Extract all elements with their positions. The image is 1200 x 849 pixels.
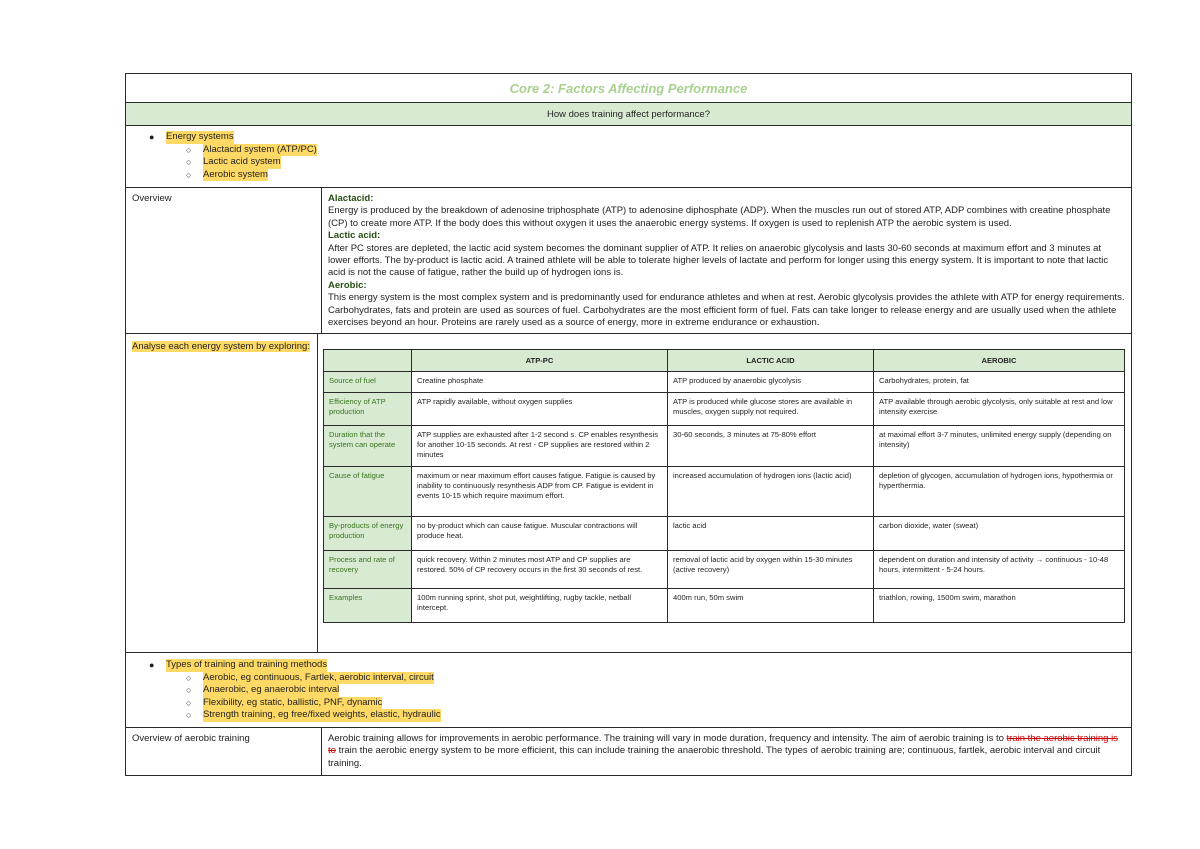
table-cell: 30-60 seconds, 3 minutes at 75-80% effort [668, 426, 874, 467]
table-cell: dependent on duration and intensity of activity → continuous - 10-48 hours, intermittent - 5-24 hours. [874, 551, 1125, 589]
table-row [324, 393, 1125, 426]
table-cell: ATP supplies are exhausted after 1-2 second s. CP enables resynthesis for another 10-15 seconds. At rest - CP supplies are restored within 2 minutes [412, 426, 668, 467]
hollow-circle-icon: ○ [186, 672, 192, 683]
bullet-dot-icon: ● [149, 132, 155, 142]
sub-bullet-label: Aerobic system [203, 168, 268, 180]
hollow-circle-icon: ○ [186, 685, 192, 695]
lactic-heading: Lactic acid: [328, 230, 381, 242]
table-cell: increased accumulation of hydrogen ions (lactic acid) [668, 467, 874, 517]
question-row [126, 103, 1131, 126]
alactacid-text: Energy is produced by the breakdown of adenosine triphosphate (ATP) to adenosine diphosphate (ADP). When the muscles run out of stored ATP, ADP combines with creatine phosphate (CP) to create more ATP. If the body does this without oxygen it uses the anaerobic energy systems. If oxygen is used to replenish ATP the aerobic system is used. [328, 205, 1111, 229]
table-cell: 400m run, 50m swim [668, 589, 874, 623]
table-cell: carbon dioxide, water (sweat) [874, 517, 1125, 551]
bullet-item [126, 131, 1131, 144]
struck-text: train the aerobic training is to [328, 733, 1118, 757]
analyse-label: Analyse each energy system by exploring: [132, 341, 310, 352]
table-header-row [324, 350, 1125, 372]
table-cell: at maximal effort 3-7 minutes, unlimited energy supply (depending on intensity) [874, 426, 1125, 467]
aerobic-training-label: Overview of aerobic training [126, 728, 322, 775]
table-cell: ATP produced by anaerobic glycolysis [668, 372, 874, 393]
row-header: Examples [324, 589, 412, 623]
table-cell: 100m running sprint, shot put, weightlifting, rugby tackle, netball intercept. [412, 589, 668, 623]
training-bullets [126, 653, 1131, 728]
hollow-circle-icon: ○ [186, 697, 192, 708]
table-cell: no by-product which can cause fatigue. Muscular contractions will produce heat. [412, 517, 668, 551]
aerobic-heading: Aerobic: [328, 279, 367, 291]
header-cell: ATP-PC [412, 350, 668, 372]
table-cell: Creatine phosphate [412, 372, 668, 393]
table-row [324, 467, 1125, 517]
sub-bullet-item [126, 684, 1131, 697]
analyse-content [318, 334, 1132, 652]
document-table [125, 73, 1132, 776]
hollow-circle-icon: ○ [186, 144, 192, 155]
row-header: Duration that the system can operate [324, 426, 412, 467]
hollow-circle-icon: ○ [186, 710, 192, 720]
sub-bullet-item [126, 672, 1131, 685]
hollow-circle-icon: ○ [186, 169, 192, 180]
table-cell: ATP rapidly available, without oxygen supplies [412, 393, 668, 426]
header-cell: AEROBIC [874, 350, 1125, 372]
page-title: Core 2: Factors Affecting Performance [509, 80, 748, 96]
analyse-label-cell [126, 334, 318, 652]
sub-bullet-label: Flexibility, eg static, ballistic, PNF, dynamic [203, 696, 383, 708]
table-cell: removal of lactic acid by oxygen within 15-30 minutes (active recovery) [668, 551, 874, 589]
bullet-label: Types of training and training methods [166, 659, 328, 670]
sub-bullet-label: Lactic acid system [203, 156, 281, 167]
sub-bullet-label: Anaerobic, eg anaerobic interval [203, 684, 340, 695]
analyse-row [126, 334, 1131, 653]
table-row [324, 589, 1125, 623]
sub-bullet-item [126, 156, 1131, 169]
row-header: Efficiency of ATP production [324, 393, 412, 426]
question-text: How does training affect performance? [547, 108, 710, 120]
bullet-label: Energy systems [166, 131, 234, 142]
alactacid-heading: Alactacid: [328, 193, 374, 204]
aerobic-training-text-continued: train the aerobic energy system to be more efficient, this can include training the anaerobic threshold. The types of aerobic training are; continuous, fartlek, aerobic interval and circuit training. [328, 745, 1101, 769]
table-cell: triathlon, rowing, 1500m swim, marathon [874, 589, 1125, 623]
aerobic-training-row [126, 728, 1131, 775]
table-row [324, 517, 1125, 551]
sub-bullet-label: Aerobic, eg continuous, Fartlek, aerobic interval, circuit [203, 671, 434, 683]
table-cell: ATP available through aerobic glycolysis, only suitable at rest and low intensity exercise [874, 393, 1125, 426]
row-header: Source of fuel [324, 372, 412, 393]
aerobic-text: This energy system is the most complex system and is predominantly used for endurance athletes and when at rest. Aerobic glycolysis provides the athlete with ATP for energy requirements. Carbohydrates, fats and protein are used as sources of fuel. Carbohydrates are the most efficient form of fuel. Fats can take longer to release energy and are usually used when the athlete exercises beyond an hour. Proteins are rarely used as a source of energy, more in extreme endurance or exhaustion. [328, 292, 1125, 329]
sub-bullet-label: Strength training, eg free/fixed weights, elastic, hydraulic [203, 709, 441, 720]
title-row [126, 74, 1131, 103]
sub-bullet-item [126, 709, 1131, 722]
aerobic-training-content [322, 728, 1131, 775]
table-cell: Carbohydrates, protein, fat [874, 372, 1125, 393]
bullet-item [126, 659, 1131, 672]
row-header: Cause of fatigue [324, 467, 412, 517]
table-cell: ATP is produced while glucose stores are available in muscles, oxygen supply not required. [668, 393, 874, 426]
sub-bullet-item [126, 169, 1131, 182]
header-cell [324, 350, 412, 372]
energy-systems-bullets [126, 126, 1131, 188]
aerobic-training-text: Aerobic training allows for improvements in aerobic performance. The training will vary in mode duration, frequency and intensity. The aim of aerobic training is to [328, 733, 1007, 744]
energy-systems-table [323, 349, 1125, 623]
sub-bullet-item [126, 144, 1131, 157]
table-row [324, 551, 1125, 589]
sub-bullet-item [126, 697, 1131, 710]
overview-row [126, 188, 1131, 334]
hollow-circle-icon: ○ [186, 157, 192, 167]
table-row [324, 426, 1125, 467]
overview-content [322, 188, 1131, 333]
table-cell: depletion of glycogen, accumulation of hydrogen ions, hypothermia or hyperthermia. [874, 467, 1125, 517]
row-header: Process and rate of recovery [324, 551, 412, 589]
table-cell: maximum or near maximum effort causes fatigue. Fatigue is caused by inability to continuously resynthesis ADP from CP. Fatigue is evident in events 10-15 which require maximum effort. [412, 467, 668, 517]
overview-label: Overview [126, 188, 322, 333]
table-row [324, 372, 1125, 393]
bullet-dot-icon: ● [149, 660, 155, 670]
table-cell: lactic acid [668, 517, 874, 551]
table-cell: quick recovery. Within 2 minutes most ATP and CP supplies are restored. 50% of CP recovery occurs in the first 30 seconds of rest. [412, 551, 668, 589]
sub-bullet-label: Alactacid system (ATP/PC) [203, 143, 317, 155]
lactic-text: After PC stores are depleted, the lactic acid system becomes the dominant supplier of ATP. It relies on anaerobic glycolysis and lasts 30-60 seconds at maximum effort and 3 minutes at lower efforts. The by-product is lactic acid. A trained athlete will be able to tolerate higher levels of lactate and perform for longer using this energy system. It is important to note that lactic acid is not the cause of fatigue, rather the build up of hydrogen ions is. [328, 242, 1109, 279]
header-cell: LACTIC ACID [668, 350, 874, 372]
row-header: By-products of energy production [324, 517, 412, 551]
